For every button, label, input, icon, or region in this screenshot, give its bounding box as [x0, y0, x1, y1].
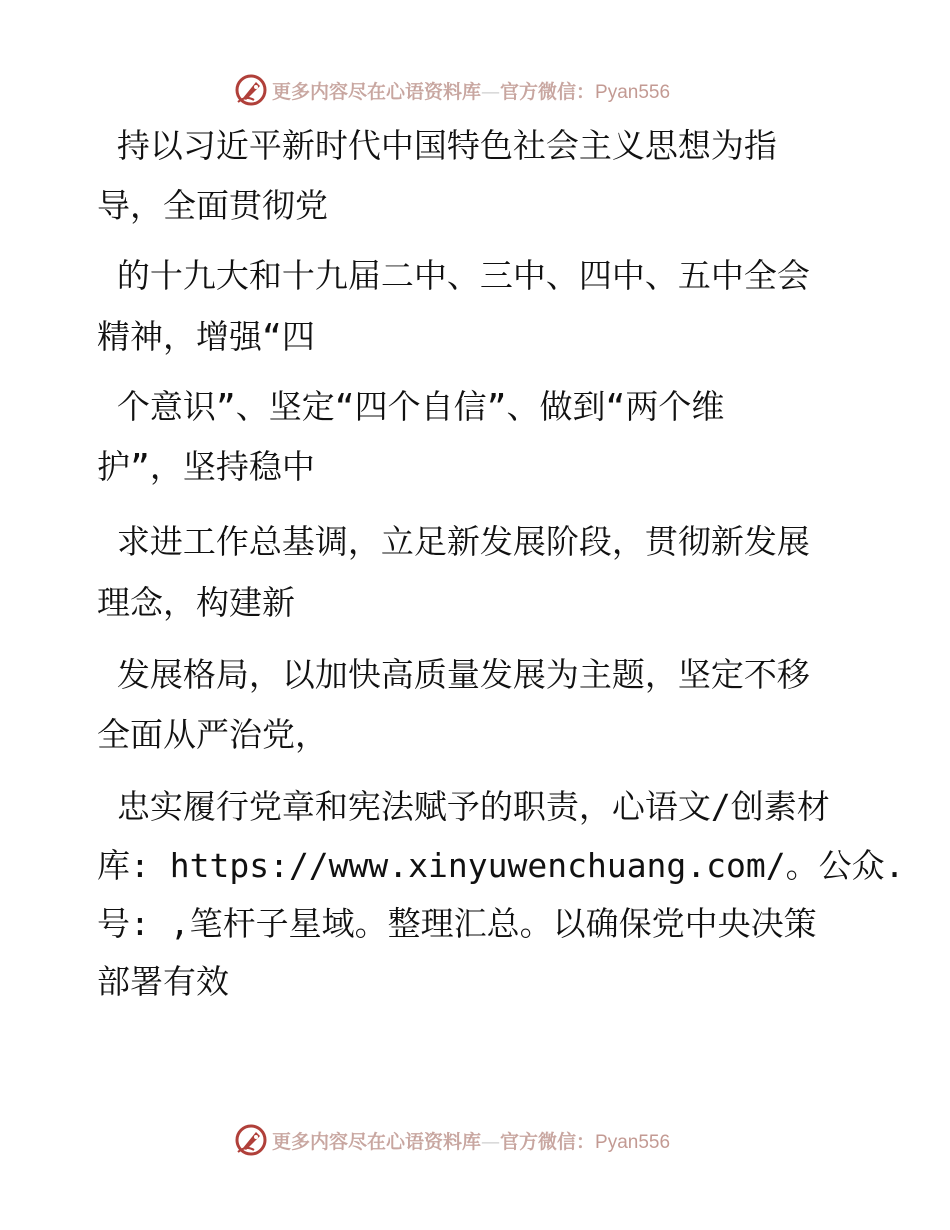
body-line: 个意识”、坚定“四个自信”、做到“两个维	[97, 387, 725, 426]
body-line: 精神，增强“四	[97, 317, 315, 356]
footer-wechat-label: 官方微信：	[500, 1130, 596, 1153]
body-line: 发展格局，以加快高质量发展为主题，坚定不移	[97, 655, 810, 694]
body-line: 忠实履行党章和宪法赋予的职责，心语文/创素材	[97, 787, 830, 826]
pen-nib-circle-icon	[234, 73, 268, 107]
footer-separator: —	[481, 1130, 501, 1153]
body-line: 库: https://www.xinyuwenchuang.com/。公众.	[97, 846, 905, 885]
footer-brand-text: 更多内容尽在心语资料库	[272, 1130, 482, 1153]
header-watermark	[234, 70, 670, 110]
header-wechat-account: Pyan556	[595, 81, 671, 103]
body-line: 护”，坚持稳中	[97, 447, 315, 486]
body-line: 导，全面贯彻党	[97, 186, 328, 225]
footer-banner-text	[272, 1127, 670, 1154]
body-line: 全面从严治党，	[97, 715, 328, 754]
header-brand-text: 更多内容尽在心语资料库	[272, 80, 482, 103]
body-line: 理念，构建新	[97, 583, 295, 622]
body-line: 号: ,笔杆子星域。整理汇总。以确保党中央决策	[97, 904, 817, 943]
body-line: 的十九大和十九届二中、三中、四中、五中全会	[97, 256, 810, 295]
footer-watermark	[234, 1120, 670, 1160]
body-line: 求进工作总基调，立足新发展阶段，贯彻新发展	[97, 522, 810, 561]
header-wechat-label: 官方微信：	[500, 80, 596, 103]
pen-nib-circle-icon	[234, 1123, 268, 1157]
header-banner-text	[272, 77, 670, 104]
body-line: 部署有效	[97, 962, 229, 1001]
body-line: 持以习近平新时代中国特色社会主义思想为指	[97, 126, 777, 165]
header-separator: —	[481, 80, 501, 103]
footer-wechat-account: Pyan556	[595, 1131, 671, 1153]
